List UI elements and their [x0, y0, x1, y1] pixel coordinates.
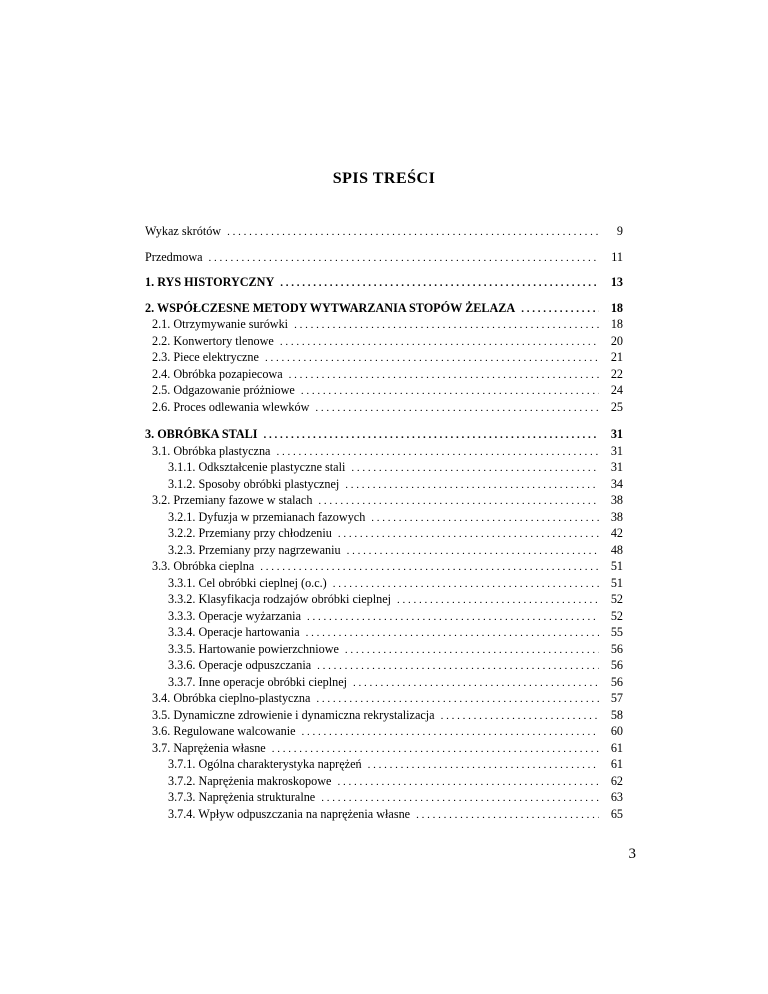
- toc-entry[interactable]: [145, 690, 623, 707]
- toc-entry-page: 60: [610, 724, 623, 738]
- dot-leader: [209, 250, 599, 267]
- toc-entry-label: 3.7.1. Ogólna charakterystyka naprężeń: [168, 757, 362, 771]
- dot-leader: [294, 317, 599, 334]
- toc-entry-page: 58: [610, 707, 623, 722]
- toc-entry-label: 3.7.4. Wpływ odpuszczania na naprężenia własne: [168, 806, 411, 821]
- dot-leader: [316, 691, 599, 708]
- toc-entry[interactable]: [145, 542, 623, 559]
- toc-entry[interactable]: [145, 333, 623, 350]
- dot-leader: [338, 526, 599, 543]
- toc-entry-page: 62: [610, 773, 623, 788]
- page-number: 3: [628, 846, 636, 862]
- dot-leader: [371, 510, 599, 527]
- toc-entry[interactable]: [145, 591, 623, 608]
- toc-entry-page: 42: [610, 526, 623, 540]
- dot-leader: [317, 658, 599, 675]
- dot-leader: [318, 493, 599, 510]
- toc-entry-page: 31: [610, 443, 623, 458]
- toc-entry[interactable]: [145, 249, 623, 266]
- toc-entry-page: 56: [610, 658, 623, 672]
- toc-entry-label: 3.3.3. Operacje wyżarzania: [168, 608, 301, 623]
- toc-entry[interactable]: [145, 773, 623, 790]
- toc-entry[interactable]: [145, 575, 623, 592]
- toc-entry-label: Przedmowa: [145, 249, 203, 264]
- toc-entry-page: 18: [610, 300, 623, 315]
- dot-leader: [306, 625, 599, 642]
- toc-entry-page: 22: [610, 366, 623, 381]
- toc-entry[interactable]: [145, 674, 623, 691]
- dot-leader: [337, 774, 599, 791]
- dot-leader: [333, 576, 599, 593]
- toc-entry-page: 52: [610, 608, 623, 623]
- dot-leader: [321, 790, 599, 807]
- toc-entry-page: 24: [610, 383, 623, 397]
- toc-entry-label: 3.1. Obróbka plastyczna: [152, 443, 271, 458]
- toc-entry-label: 2.5. Odgazowanie próżniowe: [152, 383, 295, 397]
- toc-entry-label: 3.3.6. Operacje odpuszczania: [168, 658, 312, 672]
- dot-leader: [353, 675, 599, 692]
- toc-entry-label: 3.3.2. Klasyfikacja rodzajów obróbki cieplnej: [168, 592, 392, 606]
- toc-entry-page: 56: [610, 674, 623, 689]
- toc-entry-page: 25: [610, 399, 623, 414]
- dot-leader: [307, 609, 599, 626]
- toc-entry-label: 3.4. Obróbka cieplno-plastyczna: [152, 691, 311, 705]
- toc-entry[interactable]: [145, 624, 623, 641]
- toc-entry-label: 3.3.1. Cel obróbki cieplnej (o.c.): [168, 575, 327, 590]
- table-of-contents: [145, 223, 623, 822]
- toc-entry-page: 34: [610, 476, 623, 491]
- toc-entry-page: 57: [610, 691, 623, 705]
- toc-entry[interactable]: [145, 641, 623, 658]
- toc-entry[interactable]: [145, 740, 623, 757]
- toc-entry-page: 11: [611, 249, 623, 264]
- dot-leader: [264, 427, 599, 444]
- toc-entry[interactable]: [145, 443, 623, 460]
- toc-entry-page: 13: [610, 275, 623, 289]
- toc-entry[interactable]: [145, 657, 623, 674]
- toc-entry-label: 2. WSPÓŁCZESNE METODY WYTWARZANIA STOPÓW ŻELAZA: [145, 300, 516, 315]
- toc-entry-page: 31: [610, 427, 623, 441]
- toc-entry-label: 2.1. Otrzymywanie surówki: [152, 317, 289, 331]
- toc-entry-page: 55: [610, 625, 623, 639]
- toc-entry-label: 3.7.3. Naprężenia strukturalne: [168, 790, 316, 804]
- toc-entry-page: 51: [610, 559, 623, 573]
- toc-entry-label: 3.3. Obróbka cieplna: [152, 559, 255, 573]
- toc-entry[interactable]: [145, 366, 623, 383]
- dot-leader: [368, 757, 599, 774]
- toc-entry[interactable]: [145, 316, 623, 333]
- toc-entry-page: 31: [610, 460, 623, 474]
- dot-leader: [280, 334, 599, 351]
- toc-entry-label: 3.7. Naprężenia własne: [152, 740, 266, 755]
- toc-entry-label: 3.6. Regulowane walcowanie: [152, 724, 296, 738]
- toc-entry[interactable]: [145, 558, 623, 575]
- toc-entry[interactable]: [145, 806, 623, 823]
- toc-entry[interactable]: [145, 382, 623, 399]
- toc-entry-label: 1. RYS HISTORYCZNY: [145, 275, 275, 289]
- toc-entry[interactable]: [145, 789, 623, 806]
- toc-entry[interactable]: [145, 223, 623, 240]
- toc-entry-label: 3.5. Dynamiczne zdrowienie i dynamiczna rekrystalizacja: [152, 707, 435, 722]
- toc-entry-label: 3.3.7. Inne operacje obróbki cieplnej: [168, 674, 348, 689]
- dot-leader: [416, 807, 599, 824]
- toc-entry-label: 3.3.4. Operacje hartowania: [168, 625, 300, 639]
- dot-leader: [276, 444, 599, 461]
- dot-leader: [260, 559, 599, 576]
- toc-entry-page: 20: [610, 333, 623, 348]
- toc-entry[interactable]: [145, 525, 623, 542]
- dot-leader: [315, 400, 599, 417]
- toc-entry-label: 3.2.2. Przemiany przy chłodzeniu: [168, 526, 332, 540]
- toc-entry-label: 3. OBRÓBKA STALI: [145, 427, 258, 441]
- toc-entry[interactable]: [145, 459, 623, 476]
- toc-entry-page: 21: [610, 350, 623, 364]
- dot-leader: [301, 383, 599, 400]
- toc-entry-label: 3.2.1. Dyfuzja w przemianach fazowych: [168, 509, 366, 524]
- toc-entry[interactable]: [145, 723, 623, 740]
- dot-leader: [280, 275, 599, 292]
- toc-entry-label: 3.7.2. Naprężenia makroskopowe: [168, 773, 332, 788]
- dot-leader: [265, 350, 599, 367]
- toc-entry[interactable]: [145, 399, 623, 416]
- toc-entry-page: 9: [616, 224, 623, 238]
- toc-entry[interactable]: [145, 509, 623, 526]
- toc-entry-page: 38: [610, 493, 623, 507]
- toc-entry-label: Wykaz skrótów: [145, 224, 222, 238]
- toc-entry-label: 2.4. Obróbka pozapiecowa: [152, 366, 283, 381]
- dot-leader: [441, 708, 599, 725]
- page-title: SPIS TREŚCI: [332, 170, 436, 187]
- toc-entry[interactable]: [145, 707, 623, 724]
- toc-entry-page: 63: [610, 790, 623, 804]
- toc-chapter[interactable]: [145, 426, 623, 443]
- toc-chapter[interactable]: [145, 274, 623, 291]
- toc-entry-page: 51: [610, 575, 623, 590]
- toc-entry-label: 2.3. Piece elektryczne: [152, 350, 259, 364]
- toc-entry[interactable]: [145, 756, 623, 773]
- toc-entry-page: 52: [610, 592, 623, 606]
- toc-entry-page: 48: [610, 542, 623, 557]
- dot-leader: [272, 741, 599, 758]
- toc-entry[interactable]: [145, 608, 623, 625]
- toc-entry-label: 3.1.1. Odkształcenie plastyczne stali: [168, 460, 346, 474]
- dot-leader: [227, 224, 599, 241]
- toc-chapter[interactable]: [145, 300, 623, 317]
- dot-leader: [345, 642, 599, 659]
- dot-leader: [347, 543, 599, 560]
- toc-entry-page: 38: [610, 509, 623, 524]
- toc-entry-page: 56: [610, 641, 623, 656]
- dot-leader: [345, 477, 599, 494]
- toc-entry-label: 3.3.5. Hartowanie powierzchniowe: [168, 641, 339, 656]
- toc-entry-label: 3.2.3. Przemiany przy nagrzewaniu: [168, 542, 341, 557]
- toc-entry-label: 2.6. Proces odlewania wlewków: [152, 399, 310, 414]
- dot-leader: [397, 592, 599, 609]
- dot-leader: [289, 367, 599, 384]
- dot-leader: [351, 460, 599, 477]
- toc-entry[interactable]: [145, 476, 623, 493]
- toc-entry-label: 2.2. Konwertory tlenowe: [152, 333, 274, 348]
- toc-entry[interactable]: [145, 492, 623, 509]
- toc-entry-page: 18: [610, 317, 623, 331]
- toc-entry-page: 65: [610, 806, 623, 821]
- toc-entry-label: 3.1.2. Sposoby obróbki plastycznej: [168, 476, 340, 491]
- toc-entry-page: 61: [610, 740, 623, 755]
- dot-leader: [302, 724, 600, 741]
- toc-entry[interactable]: [145, 349, 623, 366]
- dot-leader: [521, 301, 599, 318]
- toc-entry-label: 3.2. Przemiany fazowe w stalach: [152, 493, 313, 507]
- toc-entry-page: 61: [610, 757, 623, 771]
